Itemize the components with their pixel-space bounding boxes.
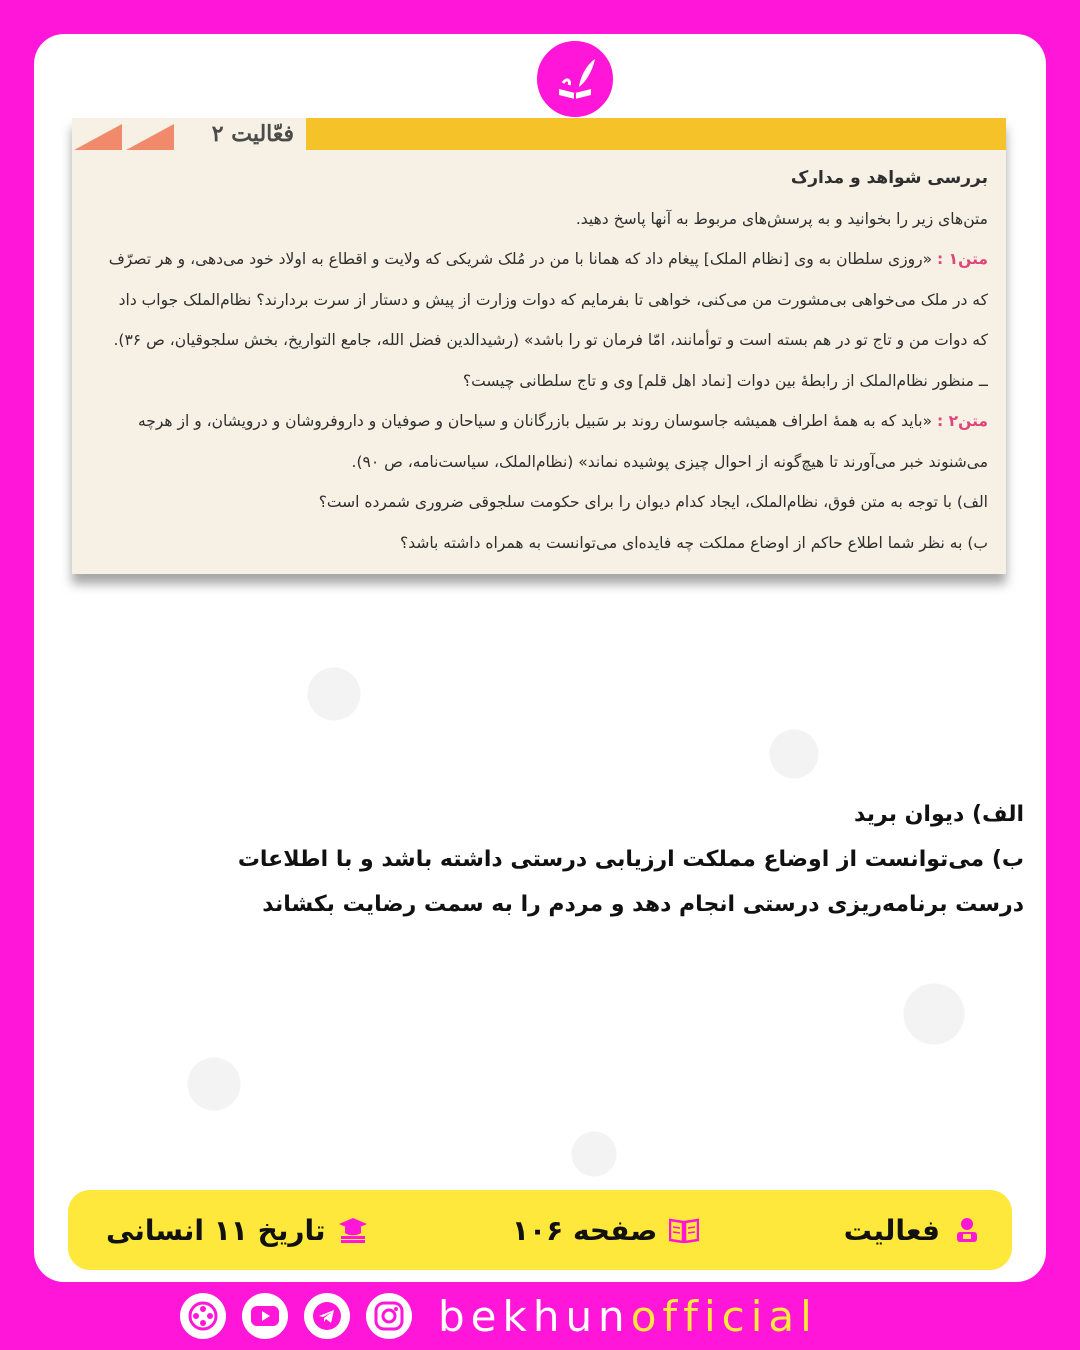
answer-line: ب) می‌توانست از اوضاع مملکت ارزیابی درستی داشته باشد و با اطلاعات xyxy=(237,847,1024,872)
answer-line: الف) دیوان برید xyxy=(854,802,1024,827)
excerpt-line: الف) با توجه به متن فوق، نظام‌الملک، ایجاد کدام دیوان را برای حکومت سلجوقی ضروری شمرده است؟ xyxy=(318,493,988,511)
excerpt-line: متن۱ : «روزی سلطان به وی [نظام الملک] پیغام داد که همانا با من در مُلک شریکی که ولایت و اقطاع به اولاد خود می‌دهی، و هر تصرّف xyxy=(108,250,988,268)
bekhun-logo xyxy=(532,36,618,122)
decor-triangle-2 xyxy=(74,124,122,150)
youtube-icon[interactable] xyxy=(242,1293,288,1339)
excerpt-line: ب) به نظر شما اطلاع حاکم از اوضاع مملکت چه فایده‌ای می‌توانست به همراه داشته باشد؟ xyxy=(399,533,988,552)
activity-title: فعّالیت ۲ xyxy=(211,121,294,147)
info-bar xyxy=(68,1190,1012,1270)
graduation-cap-icon xyxy=(338,1215,368,1245)
page-tag: صفحه ۱۰۶ xyxy=(512,1214,699,1247)
aparat-icon[interactable] xyxy=(180,1293,226,1339)
excerpt-line: متن۲ : «باید که به همهٔ اطراف همیشه جاسوسان روند بر سَبیل بازرگانان و سیاحان و صوفیان و داروفروشان و درویشان، و از هرچه xyxy=(137,412,988,430)
activity-tag: فعالیت xyxy=(844,1214,982,1247)
excerpt-line: که دوات من و تاج تو در هم بسته است و توأمانند، امّا فرمان تو را باشد» (رشیدالدین فضل الله، جامع التواریخ، بخش سلجوقیان، ص ۳۶). xyxy=(113,331,988,349)
book-feather-icon xyxy=(549,53,601,105)
excerpt-header xyxy=(72,118,1006,152)
teacher-icon xyxy=(952,1215,982,1245)
brand-handle: bekhunofficial xyxy=(438,1291,818,1341)
excerpt-line: متن‌های زیر را بخوانید و به پرسش‌های مربوط به آنها پاسخ دهید. xyxy=(575,209,988,228)
excerpt-subtitle: بررسی شواهد و مدارک xyxy=(790,168,988,188)
textbook-excerpt xyxy=(72,118,1006,574)
instagram-icon[interactable] xyxy=(366,1293,412,1339)
text-label: متن۲ : xyxy=(937,412,988,430)
header-bar xyxy=(306,118,1006,150)
telegram-icon[interactable] xyxy=(304,1293,350,1339)
answer-text xyxy=(44,792,1024,927)
decor-triangle-1 xyxy=(126,124,174,150)
excerpt-body xyxy=(72,152,1006,563)
open-book-icon xyxy=(669,1215,699,1245)
excerpt-line: که در ملک می‌خواهی بی‌مشورت من می‌کنی، خواهی تا بفرمایم که دوات وزارت از پیش و دستار از سرت بردارند؟ نظام‌الملک جواب داد xyxy=(118,290,988,309)
answer-line: درست برنامه‌ریزی درستی انجام دهد و مردم را به سمت رضایت بکشاند xyxy=(262,892,1024,917)
footer xyxy=(180,1286,910,1346)
excerpt-line: می‌شنوند خبر می‌آورند تا هیچ‌گونه از احوال چیزی پوشیده نماند» (نظام‌الملک، سیاست‌نامه، ص ۹۰). xyxy=(351,452,988,471)
subject-tag: تاریخ ۱۱ انسانی xyxy=(106,1214,368,1247)
text-label: متن۱ : xyxy=(937,250,988,268)
excerpt-line: ــ منظور نظام‌الملک از رابطهٔ بین دوات [نماد اهل قلم] وی و تاج سلطانی چیست؟ xyxy=(462,371,988,390)
